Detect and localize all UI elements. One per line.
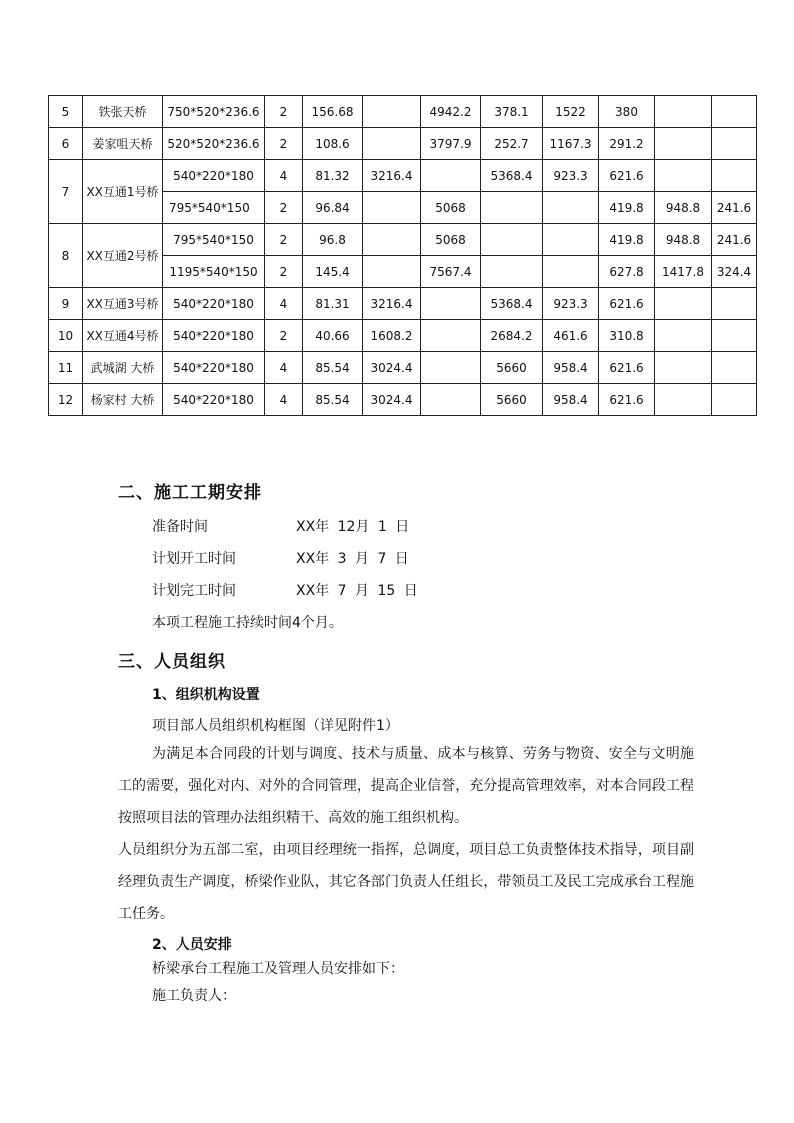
cell: 5368.4 <box>481 160 543 192</box>
cap-dimensions: 1195*540*150 <box>163 256 265 288</box>
cell: 5068 <box>421 224 481 256</box>
cell: 923.3 <box>543 160 599 192</box>
table-row <box>49 320 757 352</box>
cell: 81.31 <box>303 288 363 320</box>
schedule-label-prep: 准备时间 <box>152 519 208 535</box>
cell: 621.6 <box>599 160 655 192</box>
cap-count: 4 <box>265 160 303 192</box>
cell <box>421 320 481 352</box>
cell: 461.6 <box>543 320 599 352</box>
cell: 324.4 <box>712 256 757 288</box>
schedule-value-start: XX年 3 月 7 日 <box>296 551 409 567</box>
cap-dimensions: 795*540*150 <box>163 224 265 256</box>
cell <box>421 160 481 192</box>
schedule-duration: 本项工程施工持续时间4个月。 <box>152 615 343 631</box>
cell: 96.8 <box>303 224 363 256</box>
cell: 156.68 <box>303 96 363 128</box>
cell <box>543 256 599 288</box>
cell <box>481 256 543 288</box>
cell: 1608.2 <box>363 320 421 352</box>
cell <box>712 160 757 192</box>
cap-count: 2 <box>265 320 303 352</box>
cap-count: 2 <box>265 224 303 256</box>
cap-count: 2 <box>265 96 303 128</box>
cap-count: 2 <box>265 192 303 224</box>
cell: 948.8 <box>655 192 712 224</box>
schedule-value-finish: XX年 7 月 15 日 <box>296 583 418 599</box>
cell: 5068 <box>421 192 481 224</box>
cap-dimensions: 540*220*180 <box>163 352 265 384</box>
cap-count: 4 <box>265 384 303 416</box>
cap-dimensions: 540*220*180 <box>163 288 265 320</box>
cell: 5660 <box>481 352 543 384</box>
table-row <box>49 224 757 256</box>
bridge-name: XX互通2号桥 <box>83 224 163 288</box>
row-number: 7 <box>49 160 83 224</box>
bridge-name: XX互通3号桥 <box>83 288 163 320</box>
bridge-name: XX互通4号桥 <box>83 320 163 352</box>
cell: 1522 <box>543 96 599 128</box>
cell <box>481 224 543 256</box>
cell <box>655 288 712 320</box>
cell <box>363 128 421 160</box>
table-row <box>49 128 757 160</box>
staff-arrangement-intro: 桥梁承台工程施工及管理人员安排如下： <box>152 961 404 977</box>
cell: 85.54 <box>303 384 363 416</box>
cell: 4942.2 <box>421 96 481 128</box>
org-chart-reference: 项目部人员组织机构框图（详见附件1） <box>152 718 399 734</box>
row-number: 11 <box>49 352 83 384</box>
row-number: 5 <box>49 96 83 128</box>
cell: 310.8 <box>599 320 655 352</box>
cell <box>363 96 421 128</box>
cell: 3216.4 <box>363 160 421 192</box>
cell <box>421 352 481 384</box>
cell: 5660 <box>481 384 543 416</box>
cell: 5368.4 <box>481 288 543 320</box>
cell: 291.2 <box>599 128 655 160</box>
org-paragraph-2: 人员组织分为五部二室，由项目经理统一指挥，总调度，项目总工负责整体技术指导，项目副经理负责生产调度，桥梁作业队，其它各部门负责人任组长，带领员工及民工完成承台工程施工任务。 <box>118 842 694 922</box>
section-heading-staffing: 三、人员组织 <box>118 652 226 672</box>
cell <box>655 160 712 192</box>
row-number: 12 <box>49 384 83 416</box>
row-number: 6 <box>49 128 83 160</box>
cell: 3024.4 <box>363 352 421 384</box>
cell <box>363 256 421 288</box>
cap-dimensions: 540*220*180 <box>163 320 265 352</box>
cap-dimensions: 540*220*180 <box>163 160 265 192</box>
cap-count: 4 <box>265 288 303 320</box>
cell <box>655 96 712 128</box>
cell: 40.66 <box>303 320 363 352</box>
schedule-label-start: 计划开工时间 <box>152 551 236 567</box>
cell: 627.8 <box>599 256 655 288</box>
cap-dimensions: 540*220*180 <box>163 384 265 416</box>
cell: 958.4 <box>543 352 599 384</box>
cell: 378.1 <box>481 96 543 128</box>
cell: 1417.8 <box>655 256 712 288</box>
cell <box>712 320 757 352</box>
cap-count: 2 <box>265 128 303 160</box>
bridge-name: 铁张天桥 <box>83 96 163 128</box>
cell: 2684.2 <box>481 320 543 352</box>
cell: 3797.9 <box>421 128 481 160</box>
cell <box>481 192 543 224</box>
cell: 3216.4 <box>363 288 421 320</box>
bridge-cap-quantity-table <box>48 95 757 416</box>
row-number: 9 <box>49 288 83 320</box>
cell <box>655 384 712 416</box>
row-number: 10 <box>49 320 83 352</box>
table-row <box>49 160 757 192</box>
cap-dimensions: 795*540*150 <box>163 192 265 224</box>
cap-dimensions: 750*520*236.6 <box>163 96 265 128</box>
cell: 252.7 <box>481 128 543 160</box>
cell <box>363 224 421 256</box>
cell <box>712 96 757 128</box>
cell: 1167.3 <box>543 128 599 160</box>
cell: 621.6 <box>599 384 655 416</box>
org-paragraph-1: 为满足本合同段的计划与调度、技术与质量、成本与核算、劳务与物资、安全与文明施工的需要，强化对内、对外的合同管理，提高企业信誉，充分提高管理效率，对本合同段工程按照项目法的管理办法组织精干、高效的施工组织机构。 <box>118 746 694 826</box>
cell <box>712 352 757 384</box>
cell <box>655 128 712 160</box>
cell <box>712 288 757 320</box>
cell: 419.8 <box>599 224 655 256</box>
cell: 419.8 <box>599 192 655 224</box>
cell: 923.3 <box>543 288 599 320</box>
cell: 958.4 <box>543 384 599 416</box>
cap-count: 2 <box>265 256 303 288</box>
table-row <box>49 352 757 384</box>
cell: 241.6 <box>712 224 757 256</box>
schedule-label-finish: 计划完工时间 <box>152 583 236 599</box>
bridge-name: 姜家咀天桥 <box>83 128 163 160</box>
cell <box>421 288 481 320</box>
cell <box>712 128 757 160</box>
table-row <box>49 96 757 128</box>
schedule-value-prep: XX年 12月 1 日 <box>296 519 410 535</box>
cell: 3024.4 <box>363 384 421 416</box>
subheading-staff-arrangement: 2、人员安排 <box>152 937 232 953</box>
cell: 380 <box>599 96 655 128</box>
table-row <box>49 384 757 416</box>
cell <box>363 192 421 224</box>
bridge-name: XX互通1号桥 <box>83 160 163 224</box>
cell <box>421 384 481 416</box>
cap-count: 4 <box>265 352 303 384</box>
cell: 85.54 <box>303 352 363 384</box>
cell <box>543 224 599 256</box>
cap-dimensions: 520*520*236.6 <box>163 128 265 160</box>
cell: 108.6 <box>303 128 363 160</box>
table-row <box>49 288 757 320</box>
subheading-org-structure: 1、组织机构设置 <box>152 687 260 703</box>
cell <box>543 192 599 224</box>
cell <box>712 384 757 416</box>
cell: 96.84 <box>303 192 363 224</box>
cell: 81.32 <box>303 160 363 192</box>
cell: 145.4 <box>303 256 363 288</box>
construction-lead-label: 施工负责人： <box>152 988 236 1004</box>
bridge-name: 杨家村 大桥 <box>83 384 163 416</box>
cell: 241.6 <box>712 192 757 224</box>
cell: 621.6 <box>599 288 655 320</box>
cell <box>655 320 712 352</box>
section-heading-schedule: 二、施工工期安排 <box>118 483 262 503</box>
cell: 621.6 <box>599 352 655 384</box>
bridge-name: 武城湖 大桥 <box>83 352 163 384</box>
cell: 7567.4 <box>421 256 481 288</box>
cell <box>655 352 712 384</box>
cell: 948.8 <box>655 224 712 256</box>
row-number: 8 <box>49 224 83 288</box>
